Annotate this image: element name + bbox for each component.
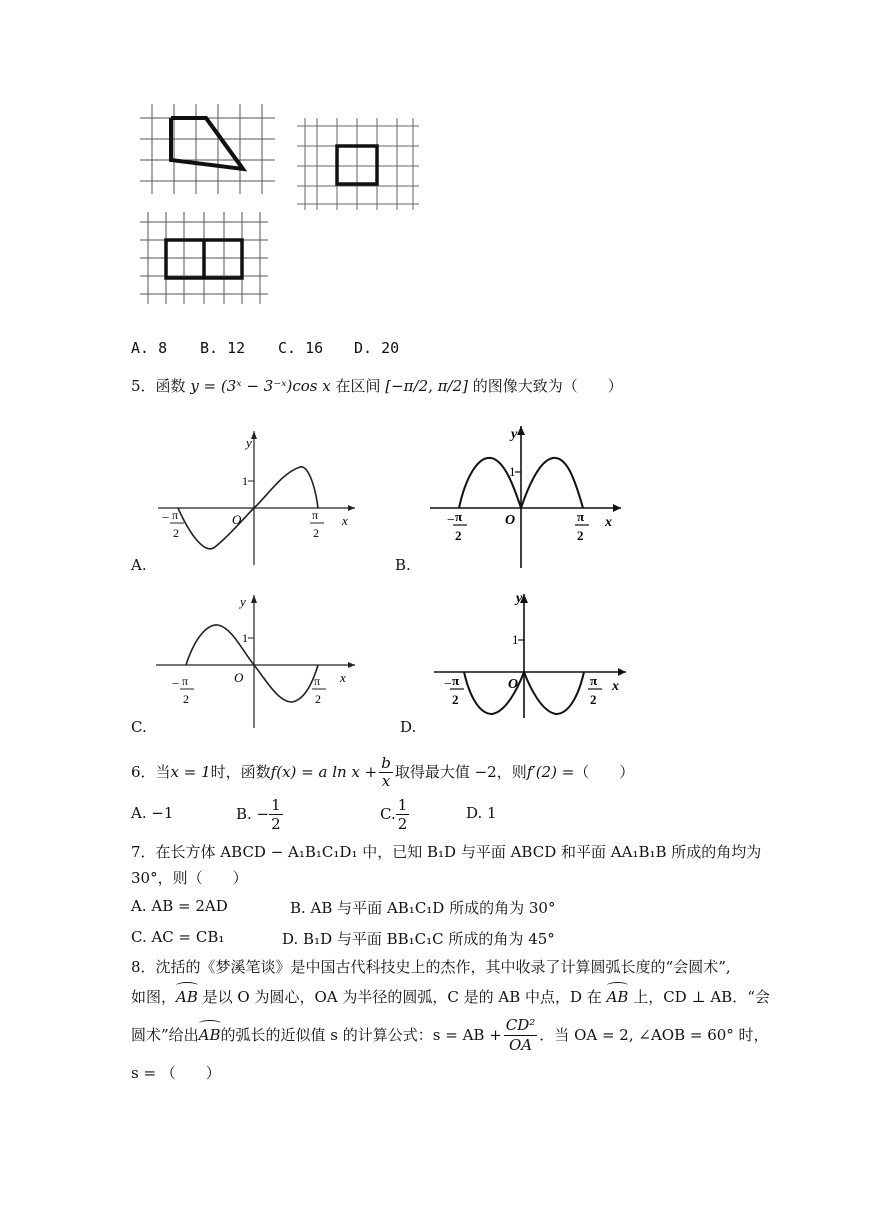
q8-line3-c: ．当 OA = 2, ∠AOB = 60° 时， — [539, 1026, 769, 1044]
q6-option-d: D. 1 — [466, 804, 497, 822]
q7-stem-line1: 7．在长方体 ABCD − A₁B₁C₁D₁ 中，已知 B₁D 与平面 ABCD 和平面 AA₁B₁B 所成的角均为 — [131, 843, 762, 861]
q5-b-pos-two: 2 — [577, 528, 584, 543]
q5-stem-prefix: 5．函数 — [131, 377, 191, 395]
q8-line2 — [131, 987, 770, 1007]
q5-d-y-label: y — [516, 591, 523, 606]
q8-line3 — [131, 1012, 769, 1058]
q4-option-b: B. 12 — [200, 339, 246, 357]
q5-stem — [131, 376, 623, 396]
q5-graph-b — [425, 420, 625, 570]
q8-arc-ab-1-text: AB — [176, 988, 198, 1006]
q6-stem-g: （ ） — [574, 763, 635, 781]
q5-label-b: B. — [395, 556, 411, 574]
q4-figure-top-view — [140, 212, 268, 304]
q8-line2-c: 上，CD ⊥ AB．“会 — [628, 988, 770, 1006]
q8-arc-ab-2-text: AB — [606, 988, 629, 1006]
q5-interval: [−π/2, π/2] — [385, 377, 468, 395]
q5-c-pos-pi: π — [314, 674, 321, 688]
q8-frac-num: CD² — [505, 1015, 536, 1034]
q5-c-pos-two: 2 — [315, 692, 321, 706]
q5-graph-d — [430, 588, 630, 728]
q8-line3-a: 圆术”给出 — [131, 1026, 199, 1044]
q5-a-y-label: y — [246, 435, 252, 450]
q4-figure-side-view — [297, 118, 419, 210]
q5-d-x-label: x — [612, 679, 619, 694]
q8-line1: 8．沈括的《梦溪笔谈》是中国古代科技史上的杰作，其中收录了计算圆弧长度的“会圆术”, — [131, 958, 731, 976]
q7-option-c: C. AC = CB₁ — [131, 928, 225, 946]
q6-option-c-den: 2 — [397, 814, 408, 833]
q5-stem-mid: 在区间 — [330, 377, 386, 395]
q6-option-b — [236, 794, 283, 834]
q7-option-b: B. AB 与平面 AB₁C₁D 所成的角为 30° — [290, 899, 556, 917]
q5-d-origin: O — [508, 677, 519, 692]
q5-a-x-label: x — [342, 513, 348, 528]
q5-a-pos-two: 2 — [313, 526, 319, 540]
q6-option-b-num: 1 — [271, 795, 281, 814]
q8-arc-ab-2 — [607, 987, 629, 1007]
q5-a-neg-pi: π — [172, 508, 179, 522]
q5-c-one: 1 — [242, 631, 248, 645]
q8-arc-ab-3 — [199, 1025, 221, 1045]
q6-stem-d: f(x) = a ln x + — [270, 763, 378, 781]
q5-b-y-label: y — [511, 427, 518, 442]
q7-option-a: A. AB = 2AD — [131, 897, 228, 915]
q4-option-c: C. 16 — [278, 339, 324, 357]
q6-frac-den: x — [381, 771, 391, 790]
q5-b-neg-minus: − — [447, 513, 455, 528]
q6-stem-f: f′(2) = — [526, 763, 575, 781]
q5-d-neg-pi: π — [452, 673, 460, 688]
q5-stem-suffix: 的图像大致为（ ） — [468, 377, 623, 395]
q8-line2-a: 如图， — [131, 988, 177, 1006]
q5-a-neg-minus: − — [162, 510, 170, 525]
q5-label-c: C. — [131, 718, 147, 736]
q5-c-y-label: y — [240, 594, 246, 609]
q8-arc-ab-3-text: AB — [198, 1026, 221, 1044]
q7-option-d: D. B₁D 与平面 BB₁C₁C 所成的角为 45° — [282, 930, 555, 948]
q5-label-a: A. — [131, 556, 147, 574]
q6-option-b-label: B. − — [236, 805, 270, 823]
q5-label-d: D. — [400, 718, 417, 736]
q5-d-pos-pi: π — [590, 673, 598, 688]
q8-arc-ab-1 — [176, 987, 198, 1007]
q5-a-pos-pi: π — [312, 508, 319, 522]
q8-line2-b: 是以 O 为圆心，OA 为半径的圆弧，C 是的 AB 中点，D 在 — [197, 988, 607, 1006]
q5-c-neg-pi: π — [182, 674, 189, 688]
q8-line4: s = （ ） — [131, 1064, 221, 1082]
q6-stem-c: 时，函数 — [210, 763, 271, 781]
q4-figure-front-view — [140, 104, 275, 194]
q5-b-neg-two: 2 — [455, 528, 462, 543]
q6-stem — [131, 752, 634, 792]
q5-b-origin: O — [505, 513, 516, 528]
q5-c-neg-two: 2 — [183, 692, 189, 706]
q5-b-neg-pi: π — [455, 509, 463, 524]
q6-stem-e: 取得最大值 −2，则 — [394, 763, 527, 781]
q5-d-neg-two: 2 — [452, 692, 459, 707]
q5-c-neg-minus: − — [172, 676, 180, 691]
q5-b-x-label: x — [605, 515, 612, 530]
q6-option-c-num: 1 — [397, 795, 408, 814]
q4-option-a: A. 8 — [131, 339, 168, 357]
q8-frac-den: OA — [508, 1035, 533, 1054]
q5-graph-a — [150, 425, 360, 570]
q5-a-origin: O — [232, 512, 242, 527]
q5-d-one: 1 — [512, 632, 519, 647]
q5-b-one: 1 — [509, 464, 516, 479]
q5-a-one: 1 — [242, 474, 248, 488]
q8-line3-b: 的弧长的近似值 s 的计算公式：s = AB + — [220, 1026, 502, 1044]
q6-stem-a: 6．当 — [131, 763, 171, 781]
q5-c-origin: O — [234, 670, 244, 685]
q6-frac-num: b — [381, 753, 391, 772]
q6-option-c — [380, 794, 409, 834]
q6-option-b-den: 2 — [271, 814, 281, 833]
q4-option-d: D. 20 — [354, 339, 400, 357]
q6-option-a: A. −1 — [131, 804, 174, 822]
q5-formula: y = (3ˣ − 3⁻ˣ)cos x — [190, 377, 331, 395]
q5-a-neg-two: 2 — [173, 526, 179, 540]
q6-fraction — [379, 755, 393, 790]
q6-stem-b: x = 1 — [170, 763, 211, 781]
q5-d-neg-minus: − — [444, 677, 452, 692]
q5-graph-c — [150, 590, 360, 730]
q7-stem-line2: 30°，则（ ） — [131, 869, 248, 887]
q5-c-x-label: x — [340, 670, 346, 685]
q5-b-pos-pi: π — [577, 509, 585, 524]
q5-d-pos-two: 2 — [590, 692, 597, 707]
q6-option-c-label: C. — [380, 805, 396, 823]
q8-fraction — [504, 1016, 538, 1055]
